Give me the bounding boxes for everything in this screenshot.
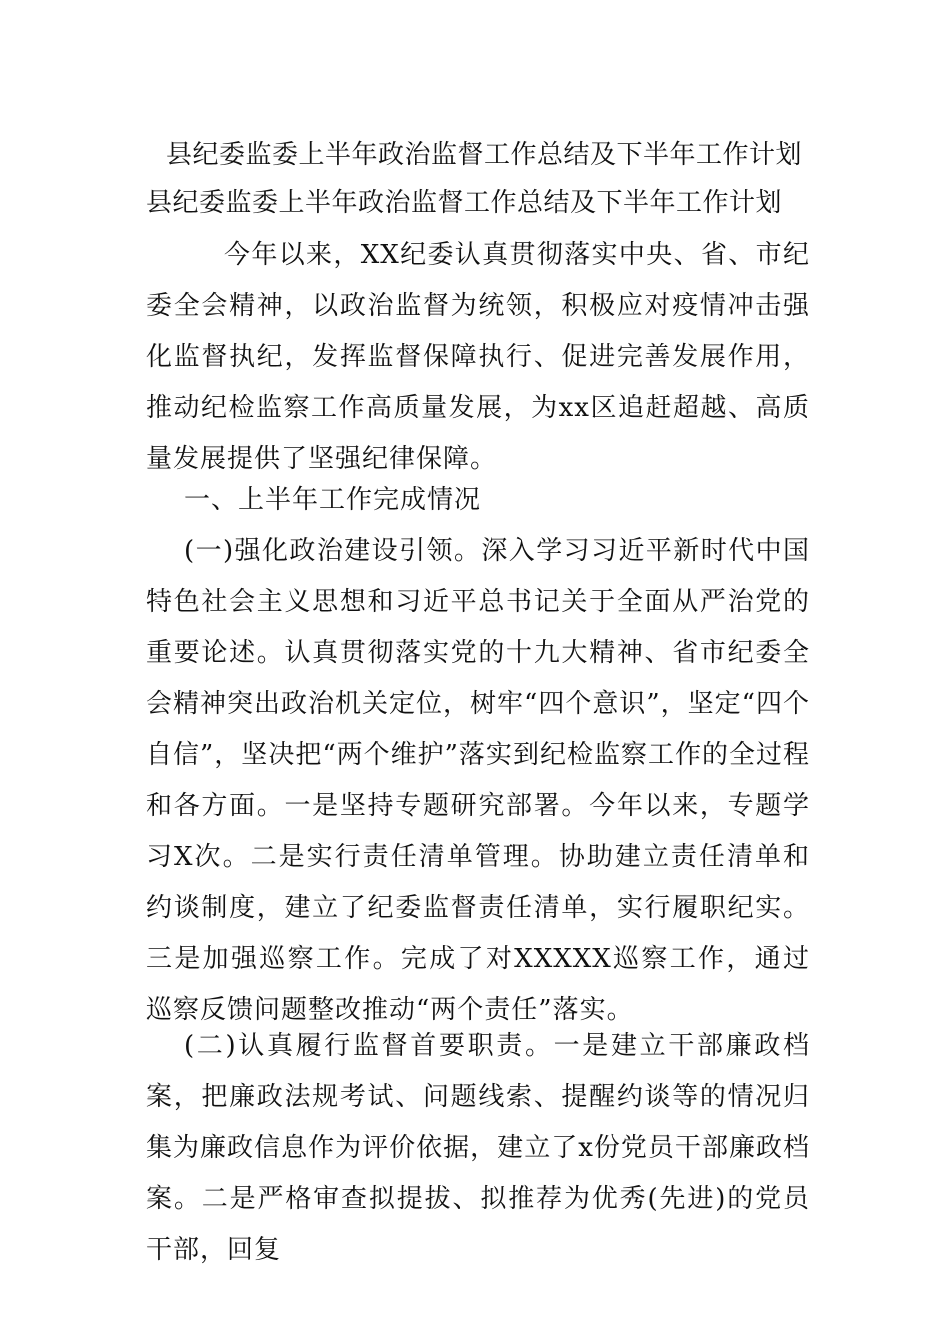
paragraph-supervision-duty: (二)认真履行监督首要职责。一是建立干部廉政档案，把廉政法规考试、问题线索、提醒约谈等的情况归集为廉政信息作为评价依据，建立了x份党员干部廉政档案。二是严格审查拟提拔、拟推荐为优秀(先进)的党员干部，回复: [146, 1031, 810, 1265]
document-title-repeat: 县纪委监委上半年政治监督工作总结及下半年工作计划: [146, 188, 783, 218]
intro-paragraph: 今年以来，XX纪委认真贯彻落实中央、省、市纪委全会精神，以政治监督为统领，积极应对疫情冲击强化监督执纪，发挥监督保障执行、促进完善发展作用，推动纪检监察工作高质量发展，为xx区追赶超越、高质量发展提供了坚强纪律保障。: [146, 240, 810, 474]
section-heading: 一、上半年工作完成情况: [184, 485, 482, 515]
paragraph-political-construction: (一)强化政治建设引领。深入学习习近平新时代中国特色社会主义思想和习近平总书记关于全面从严治党的重要论述。认真贯彻落实党的十九大精神、省市纪委全会精神突出政治机关定位，树牢“四个意识”，坚定“四个自信”，坚决把“两个维护”落实到纪检监察工作的全过程和各方面。一是坚持专题研究部署。今年以来，专题学习X次。二是实行责任清单管理。协助建立责任清单和约谈制度，建立了纪委监督责任清单，实行履职纪实。三是加强巡察工作。完成了对XXXXX巡察工作，通过巡察反馈问题整改推动“两个责任”落实。: [146, 536, 810, 1025]
document-title: 县纪委监委上半年政治监督工作总结及下半年工作计划: [166, 140, 803, 170]
